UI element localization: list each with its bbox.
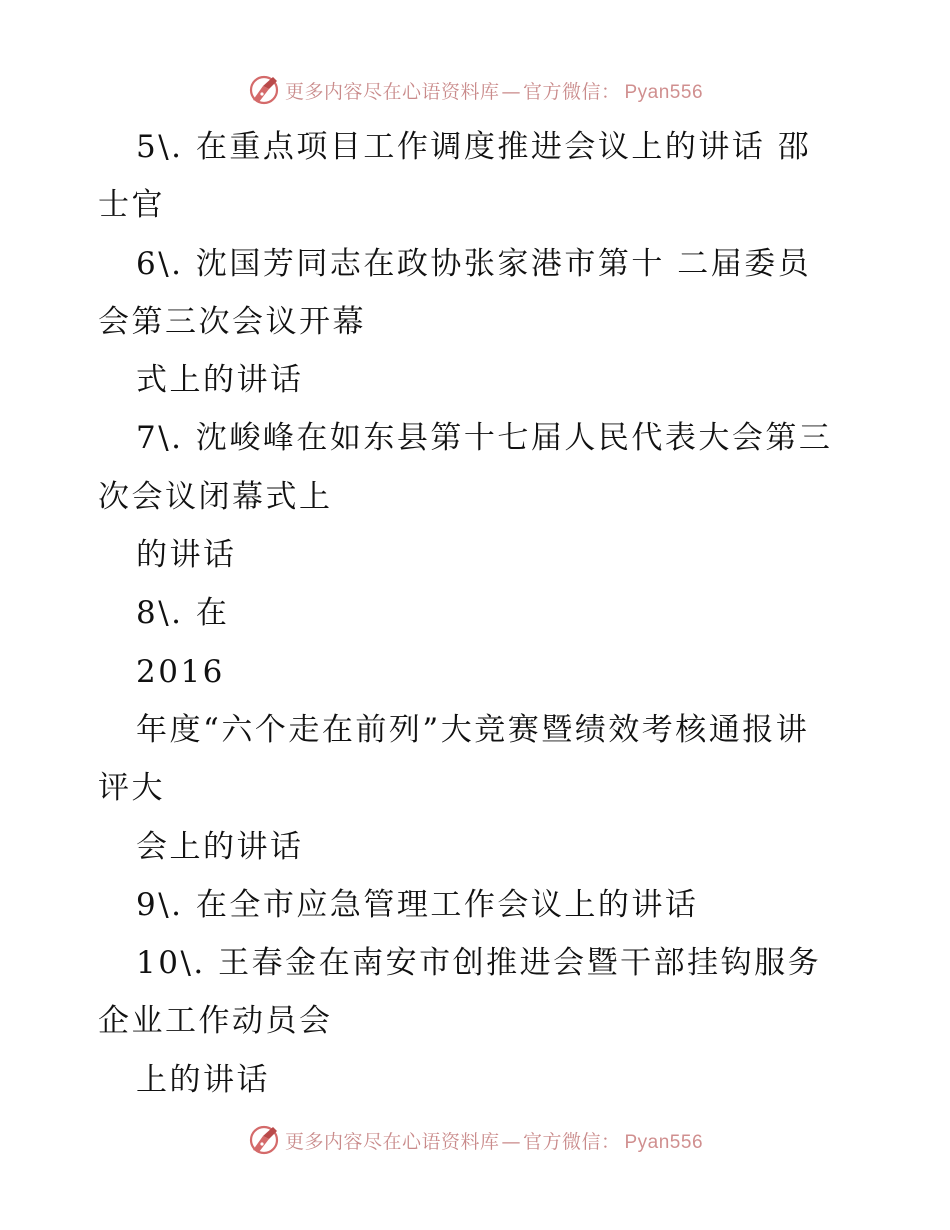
banner-official-label: 官方微信： (522, 1130, 621, 1153)
text-line: 评大 (98, 770, 165, 807)
text-line: 的讲话 (136, 537, 237, 574)
text-line: 上的讲话 (136, 1061, 270, 1098)
document-body (98, 118, 878, 1109)
text-line: 8\. 在 (136, 595, 230, 632)
banner-separator: — (501, 1130, 521, 1153)
banner-official-label: 官方微信： (522, 80, 621, 103)
text-line: 士官 (98, 187, 165, 224)
banner-title: 更多内容尽在心语资料库 (284, 1130, 500, 1153)
text-line: 次会议闭幕式上 (98, 478, 333, 515)
text-line: 会第三次会议开幕 (98, 303, 366, 340)
text-line: 9\. 在全市应急管理工作会议上的讲话 (136, 886, 699, 923)
text-line: 年度“六个走在前列”大竞赛暨绩效考核通报讲 (136, 711, 810, 748)
text-line: 企业工作动员会 (98, 1003, 333, 1040)
text-line: 式上的讲话 (136, 362, 304, 399)
banner-wechat-handle: Pyan556 (624, 81, 704, 103)
pen-nib-circle-icon (247, 1123, 281, 1157)
text-line: 5\. 在重点项目工作调度推进会议上的讲话 邵 (136, 129, 812, 165)
text-line: 7\. 沈峻峰在如东县第十七届人民代表大会第三 (136, 420, 833, 457)
text-line: 2016 (136, 653, 225, 690)
text-line: 6\. 沈国芳同志在政协张家港市第十 二届委员 (136, 245, 812, 282)
pen-nib-circle-icon (247, 73, 281, 107)
banner-separator: — (501, 80, 521, 103)
footer-banner (0, 1120, 950, 1160)
banner-wechat-handle: Pyan556 (624, 1131, 704, 1153)
banner-title: 更多内容尽在心语资料库 (284, 80, 500, 103)
header-banner (0, 70, 950, 110)
text-line: 10\. 王春金在南安市创推进会暨干部挂钩服务 (136, 945, 822, 982)
text-line: 会上的讲话 (136, 828, 304, 865)
